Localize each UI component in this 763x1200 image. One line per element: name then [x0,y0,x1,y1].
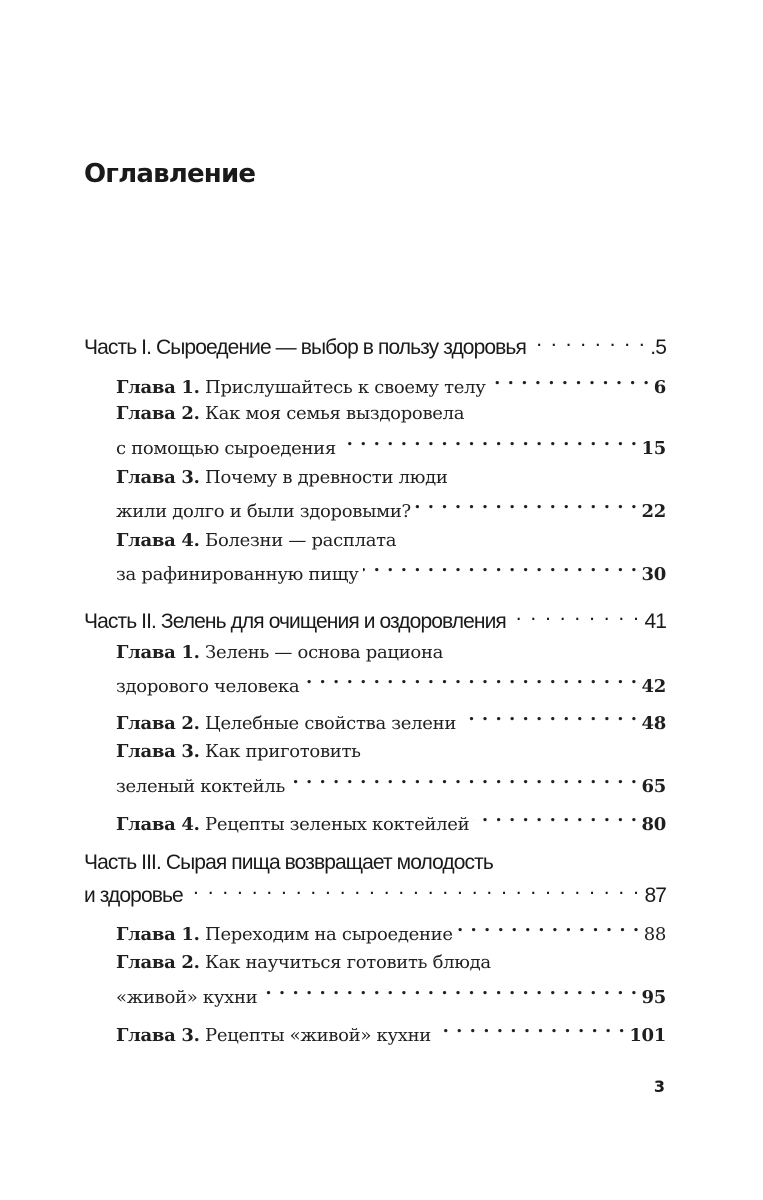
chapter-label: Глава 3. [116,741,200,762]
toc-chapter-2-1[interactable] [116,639,666,667]
toc-chapter-3-3[interactable] [116,1013,666,1046]
toc-chapter-3-2-cont[interactable] [116,975,666,1008]
chapter-title-cont: «живой» кухни [116,987,258,1008]
chapter-title: Прислушайтесь к своему телу [205,377,486,398]
toc-part-2[interactable] [84,600,666,633]
chapter-label: Глава 1. [116,377,200,398]
toc-page-number: 101 [629,1025,666,1046]
toc-page-number: .5 [650,336,666,359]
dot-leader [187,874,641,902]
toc-page-number: 95 [641,987,666,1008]
toc-chapter-2-4[interactable] [116,802,666,835]
toc-chapter-2-3[interactable] [116,738,666,766]
chapter-title-cont: с помощью сыроедения [116,438,336,459]
chapter-title: Переходим на сыроедение [205,924,453,945]
chapter-title-cont: здорового человека [116,676,300,697]
page-title: Оглавление [84,159,256,189]
toc-chapter-3-1[interactable] [116,912,666,945]
chapter-label: Глава 4. [116,814,200,835]
toc-chapter-3-2[interactable] [116,949,666,977]
toc-page-number: 30 [641,564,666,585]
dot-leader [415,489,638,517]
chapter-title: Целебные свойства зелени [205,713,457,734]
toc-chapter-1-2-cont[interactable] [116,426,666,459]
toc-page-number: 87 [644,884,666,907]
toc-part-title-cont: и здоровье [84,884,183,907]
dot-leader [530,326,646,354]
dot-leader [363,552,638,580]
toc-chapter-1-1[interactable] [116,365,666,398]
dot-leader [490,365,650,393]
chapter-title: Рецепты зеленых коктейлей [205,814,470,835]
toc-chapter-2-1-cont[interactable] [116,664,666,697]
toc-page-number: 42 [641,676,666,697]
dot-leader [510,600,641,628]
toc-part-title: Часть I. Сыроедение — выбор в пользу здоровья [84,336,526,359]
toc-chapter-1-3-cont[interactable] [116,489,666,522]
toc-part-title: Часть II. Зелень для очищения и оздоровления [84,610,506,633]
chapter-title-cont: зеленый коктейль [116,776,285,797]
toc-page-number: 80 [641,814,666,835]
chapter-label: Глава 2. [116,403,200,424]
chapter-title-cont: за рафинированную пищу [116,564,359,585]
toc-page-number: 88 [643,924,666,945]
dot-leader [460,701,638,729]
chapter-title: Зелень — основа рациона [205,642,444,663]
chapter-label: Глава 3. [116,1025,200,1046]
chapter-title: Как моя семья выздоровела [205,403,465,424]
toc-page-number: 41 [644,610,666,633]
chapter-label: Глава 1. [116,642,200,663]
dot-leader [435,1013,625,1041]
dot-leader [457,912,640,940]
toc-chapter-1-3[interactable] [116,464,666,492]
toc-page-number: 22 [641,501,666,522]
chapter-title-cont: жили долго и были здоровыми? [116,501,411,522]
chapter-label: Глава 2. [116,952,200,973]
toc-chapter-1-4[interactable] [116,527,666,555]
chapter-label: Глава 2. [116,713,200,734]
toc-chapter-1-4-cont[interactable] [116,552,666,585]
chapter-title: Болезни — расплата [205,530,397,551]
chapter-label: Глава 3. [116,467,200,488]
chapter-title: Как научиться готовить блюда [205,952,491,973]
toc-part-1[interactable] [84,326,666,359]
dot-leader [340,426,638,454]
chapter-title: Рецепты «живой» кухни [205,1025,431,1046]
toc-page-number: 15 [641,438,666,459]
dot-leader [289,764,638,792]
toc-part-title: Часть III. Сырая пища возвращает молодость [84,851,493,874]
page-number: 3 [653,1077,665,1096]
toc-page-number: 65 [641,776,666,797]
toc-page-number: 48 [641,713,666,734]
dot-leader [473,802,637,830]
toc-chapter-1-2[interactable] [116,400,666,428]
toc-part-3[interactable] [84,849,666,877]
chapter-label: Глава 4. [116,530,200,551]
toc-page-number: 6 [653,377,666,398]
dot-leader [303,664,637,692]
toc-part-3-cont[interactable] [84,874,666,907]
toc-chapter-2-3-cont[interactable] [116,764,666,797]
chapter-title: Почему в древности люди [205,467,448,488]
toc-chapter-2-2[interactable] [116,701,666,734]
chapter-label: Глава 1. [116,924,200,945]
dot-leader [261,975,637,1003]
chapter-title: Как приготовить [205,741,361,762]
